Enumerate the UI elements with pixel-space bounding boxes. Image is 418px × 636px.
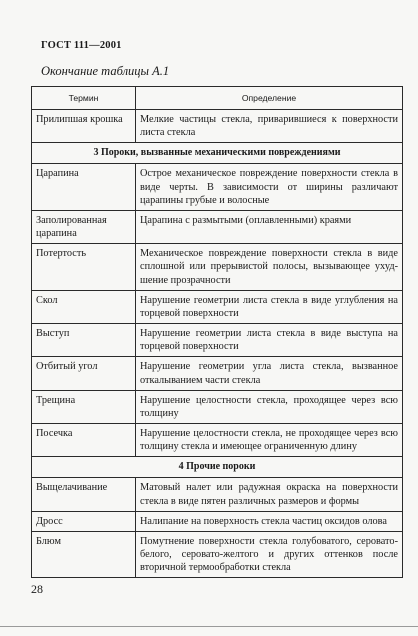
section-row — [32, 457, 403, 478]
section-title: 3 Пороки, вызванные механическими повреждениями — [32, 143, 403, 164]
term-cell: Посечка — [32, 424, 136, 457]
term-cell: Блюм — [32, 531, 136, 578]
definition-cell: Помутнение поверхности стекла голубоватого, серовато-белого, серовато-желтого и других оттенков после вторичной термообработки стекла — [136, 531, 403, 578]
table-row — [32, 424, 403, 457]
table-caption: Окончание таблицы А.1 — [41, 64, 170, 78]
term-cell: Дросс — [32, 511, 136, 531]
page-bottom-rule — [0, 626, 418, 627]
table-row — [32, 290, 403, 323]
table-header-row — [32, 87, 403, 110]
table-row — [32, 324, 403, 357]
table-row — [32, 164, 403, 211]
definition-cell: Царапина с размытыми (оплавленными) краями — [136, 210, 403, 243]
section-title: 4 Прочие пороки — [32, 457, 403, 478]
term-cell: Царапина — [32, 164, 136, 211]
term-cell: Выщелачивание — [32, 478, 136, 511]
table-row — [32, 511, 403, 531]
table-row — [32, 110, 403, 143]
term-cell: Заполированная царапина — [32, 210, 136, 243]
definition-cell: Нарушение целостности стекла, проходящее через всю толщину — [136, 390, 403, 423]
table-row — [32, 390, 403, 423]
table-row — [32, 210, 403, 243]
page-number: 28 — [31, 582, 43, 596]
section-row — [32, 143, 403, 164]
terms-table — [31, 86, 403, 578]
column-header-definition: Определение — [136, 87, 403, 110]
definition-cell: Налипание на поверхность стекла частиц оксидов олова — [136, 511, 403, 531]
definition-cell: Нарушение геометрии угла листа стекла, вызванное откалыванием части стекла — [136, 357, 403, 390]
table-row — [32, 244, 403, 291]
term-cell: Трещина — [32, 390, 136, 423]
table-row — [32, 531, 403, 578]
definition-cell: Нарушение геометрии листа стекла в виде углубления на торцевой поверхности — [136, 290, 403, 323]
definition-cell: Острое механическое повреждение поверхности стекла в виде черты. В зависимости от ширины различают царапины грубые и волосные — [136, 164, 403, 211]
term-cell: Скол — [32, 290, 136, 323]
definition-cell: Мелкие частицы стекла, приварившиеся к поверхности листа стекла — [136, 110, 403, 143]
definition-cell: Нарушение целостности стекла, не проходящее через всю толщину стекла и имеющее ограниченную длину — [136, 424, 403, 457]
standard-header: ГОСТ 111—2001 — [41, 40, 122, 51]
term-cell: Потертость — [32, 244, 136, 291]
definition-cell: Механическое повреждение поверхности стекла в виде сплошной или прерывистой полосы, вызывающее ухудшение прозрачности — [136, 244, 403, 291]
term-cell: Выступ — [32, 324, 136, 357]
definition-cell: Нарушение геометрии листа стекла в виде выступа на торцевой поверхности — [136, 324, 403, 357]
table-row — [32, 478, 403, 511]
definition-cell: Матовый налет или радужная окраска на поверхности стекла в виде пятен различных размеров и формы — [136, 478, 403, 511]
term-cell: Отбитый угол — [32, 357, 136, 390]
term-cell: Прилипшая крошка — [32, 110, 136, 143]
column-header-term: Термин — [32, 87, 136, 110]
table-row — [32, 357, 403, 390]
